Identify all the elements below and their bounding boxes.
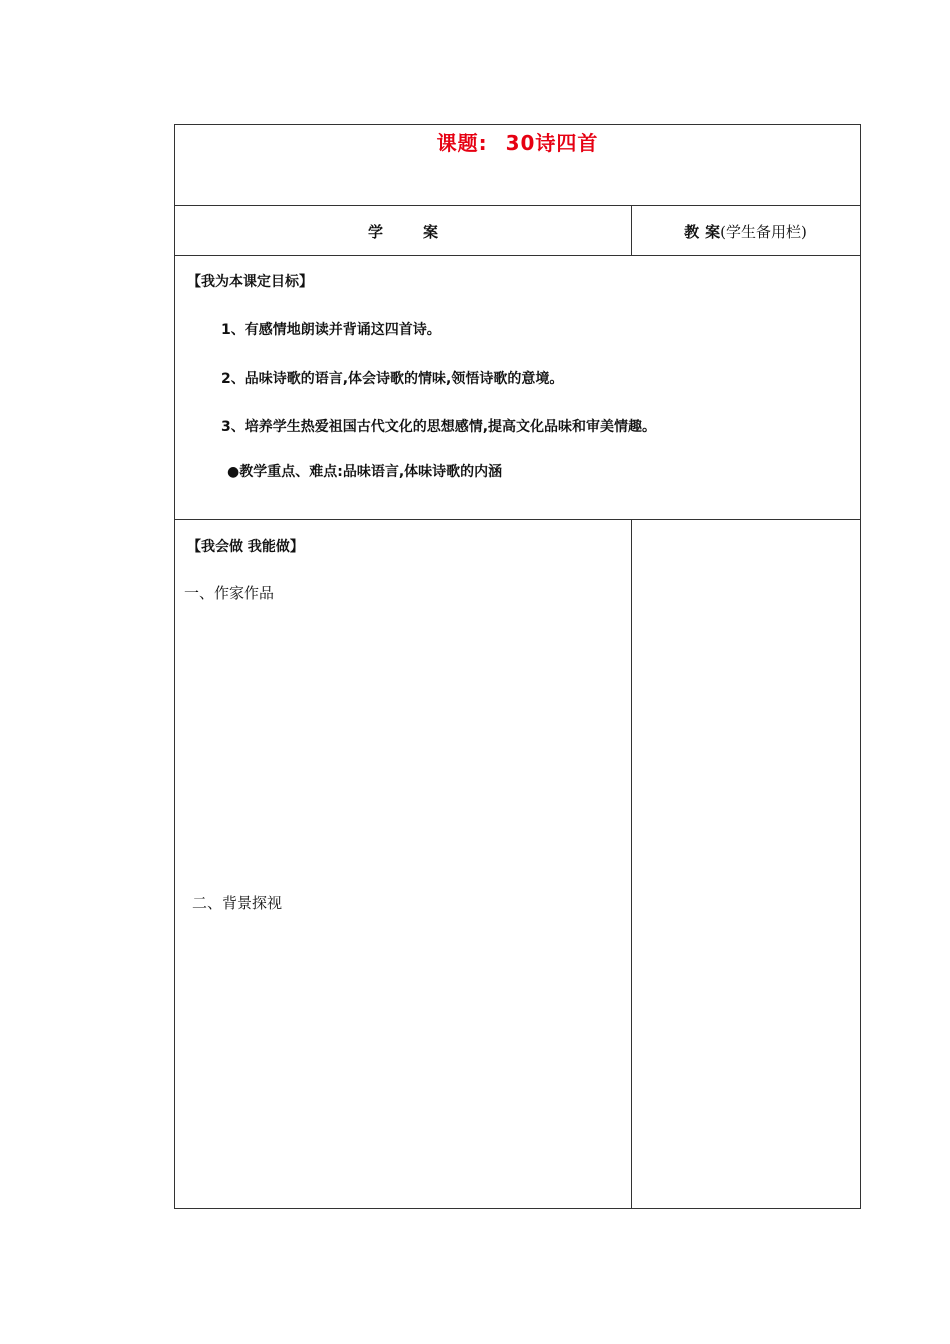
row-divider (175, 519, 860, 520)
teacher-plan-header: 教 案(学生备用栏) (684, 223, 807, 241)
goal-item: 2、品味诗歌的语言,体会诗歌的情味,领悟诗歌的意境。 (221, 371, 564, 387)
row-divider (175, 255, 860, 256)
column-divider (631, 205, 632, 255)
key-point: ●教学重点、难点:品味语言,体味诗歌的内涵 (227, 464, 503, 480)
section-author-works: 一、作家作品 (184, 584, 275, 602)
goals-heading: 【我为本课定目标】 (187, 274, 313, 290)
title-prefix: 课题: (436, 131, 488, 155)
title-name: 30诗四首 (505, 131, 599, 155)
practice-heading: 【我会做 我能做】 (187, 539, 304, 555)
goal-item: 3、培养学生热爱祖国古代文化的思想感情,提高文化品味和审美情趣。 (221, 419, 657, 435)
section-background: 二、背景探视 (192, 894, 283, 912)
lesson-title (175, 127, 860, 156)
row-divider (175, 205, 860, 206)
column-divider (631, 519, 632, 1208)
goal-item: 1、有感情地朗读并背诵这四首诗。 (221, 322, 441, 338)
student-plan-header: 学 案 (367, 223, 439, 241)
lesson-plan-table (174, 124, 861, 1209)
